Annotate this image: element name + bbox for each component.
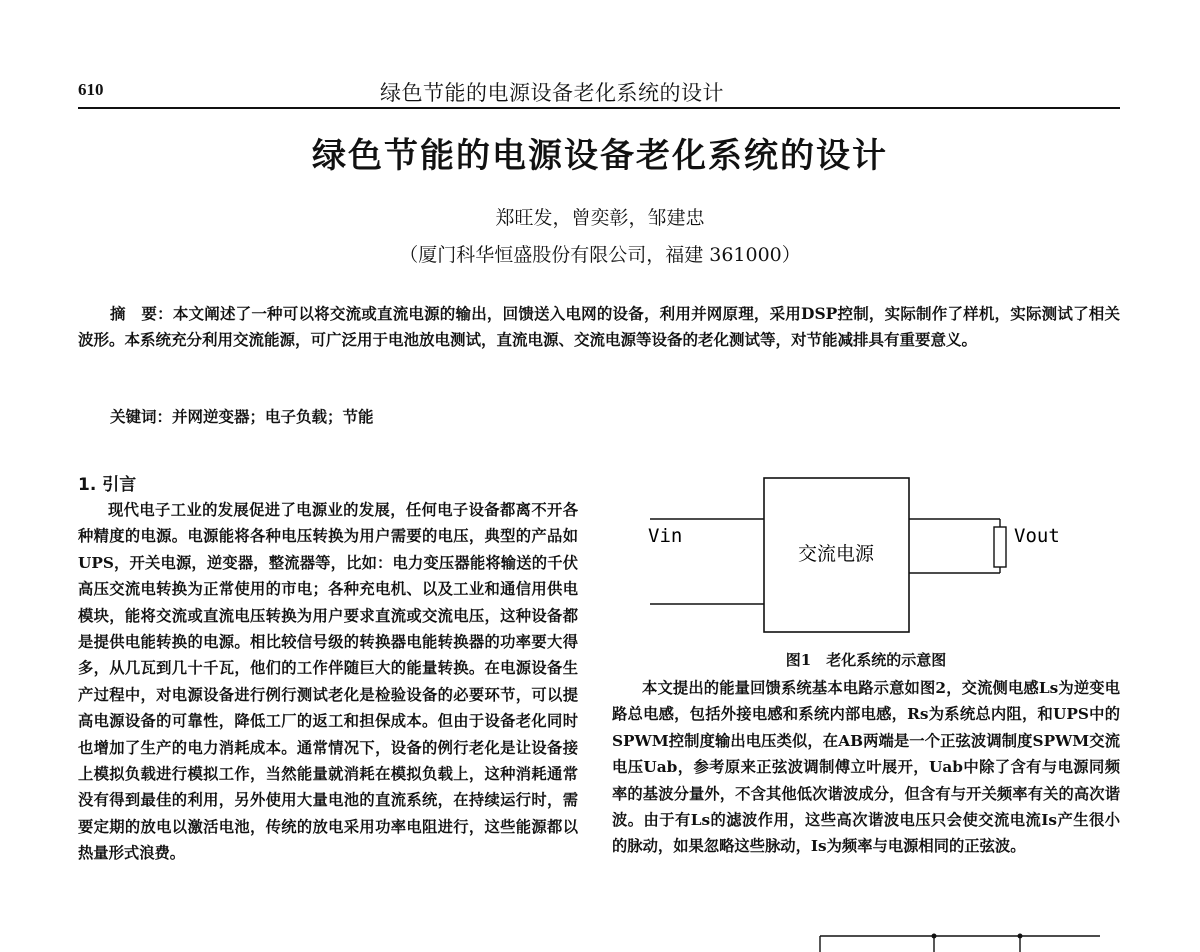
vin-label: Vin xyxy=(648,525,683,547)
abstract-text: 本文阐述了一种可以将交流或直流电源的输出，回馈送入电网的设备，利用并网原理，采用DSP控制，实际制作了样机，实际测试了相关波形。本系统充分利用交流能源，可广泛用于电池放电测试，直流电源、交流电源等设备的老化测试等，对节能减排具有重要意义。 xyxy=(78,304,1120,349)
figure-1-diagram xyxy=(612,470,1152,640)
page-number: 610 xyxy=(78,80,104,99)
method-paragraph: 本文提出的能量回馈系统基本电路示意如图2，交流侧电感Ls为逆变电路总电感，包括外接电感和系统内部电感，Rs为系统总内阻，和UPS中的SPWM控制度输出电压类似，在AB两端是一个正弦波调制度SPWM交流电压Uab，参考原来正弦波调制傅立叶展开，Uab中除了含有与电源同频率的基波分量外，不含其他低次谐波成分，但含有与开关频率有关的高次谐波。由于有Ls的滤波作用，这些高次谐波电压只会使交流电流Is产生很小的脉动，如果忽略这些脉动，Is为频率与电源相同的正弦波。 xyxy=(612,679,1120,856)
load-resistor xyxy=(994,527,1006,567)
header-rule xyxy=(78,107,1120,109)
vout-label: Vout xyxy=(1014,525,1060,547)
affiliation: （厦门科华恒盛股份有限公司，福建 361000） xyxy=(399,244,801,266)
authors: 郑旺发，曾奕彰，邹建忠 xyxy=(495,207,705,229)
section-heading-intro: 1. 引言 xyxy=(78,475,137,495)
figure-1-caption: 图1 老化系统的示意图 xyxy=(785,651,947,669)
abstract-label: 摘 要： xyxy=(110,304,173,323)
keywords-label: 关键词： xyxy=(110,407,173,426)
intro-paragraph: 现代电子工业的发展促进了电源业的发展，任何电子设备都离不开各种精度的电源。电源能将各种电压转换为用户需要的电压，典型的产品如UPS，开关电源，逆变器，整流器等，比如：电力变压器能将输送的千伏高压交流电转换为正常使用的市电；各种充电机、以及工业和通信用供电模块，能将交流或直流电压转换为用户要求直流或交流电压，这种设备都是提供电能转换的电源。相比较信号级的转换器电能转换器的功率要大得多，从几瓦到几十千瓦，他们的工作伴随巨大的能量转换。在电源设备生产过程中，对电源设备进行例行测试老化是检验设备的必要环节，可以提高电源设备的可靠性，降低工厂的返工和担保成本。但由于设备老化同时也增加了生产的电力消耗成本。通常情况下，设备的例行老化是让设备接上模拟负载进行模拟工作，当然能量就消耗在模拟负载上，这种消耗通常没有得到最佳的利用，另外使用大量电池的直流系统，在持续运行时，需要定期的放电以激活电池，传统的放电采用功率电阻进行，这些能源都以热量形式浪费。 xyxy=(78,501,578,863)
running-title: 绿色节能的电源设备老化系统的设计 xyxy=(380,81,724,105)
keywords-text: 并网逆变器；电子负载；节能 xyxy=(172,407,374,426)
ac-source-label: 交流电源 xyxy=(797,543,875,565)
fig2-node-mid xyxy=(932,934,937,939)
abstract xyxy=(78,301,1120,353)
fig2-node-right xyxy=(1018,934,1023,939)
figure-2-partial xyxy=(800,928,1120,952)
keywords xyxy=(110,405,374,427)
paper-title: 绿色节能的电源设备老化系统的设计 xyxy=(312,136,888,176)
